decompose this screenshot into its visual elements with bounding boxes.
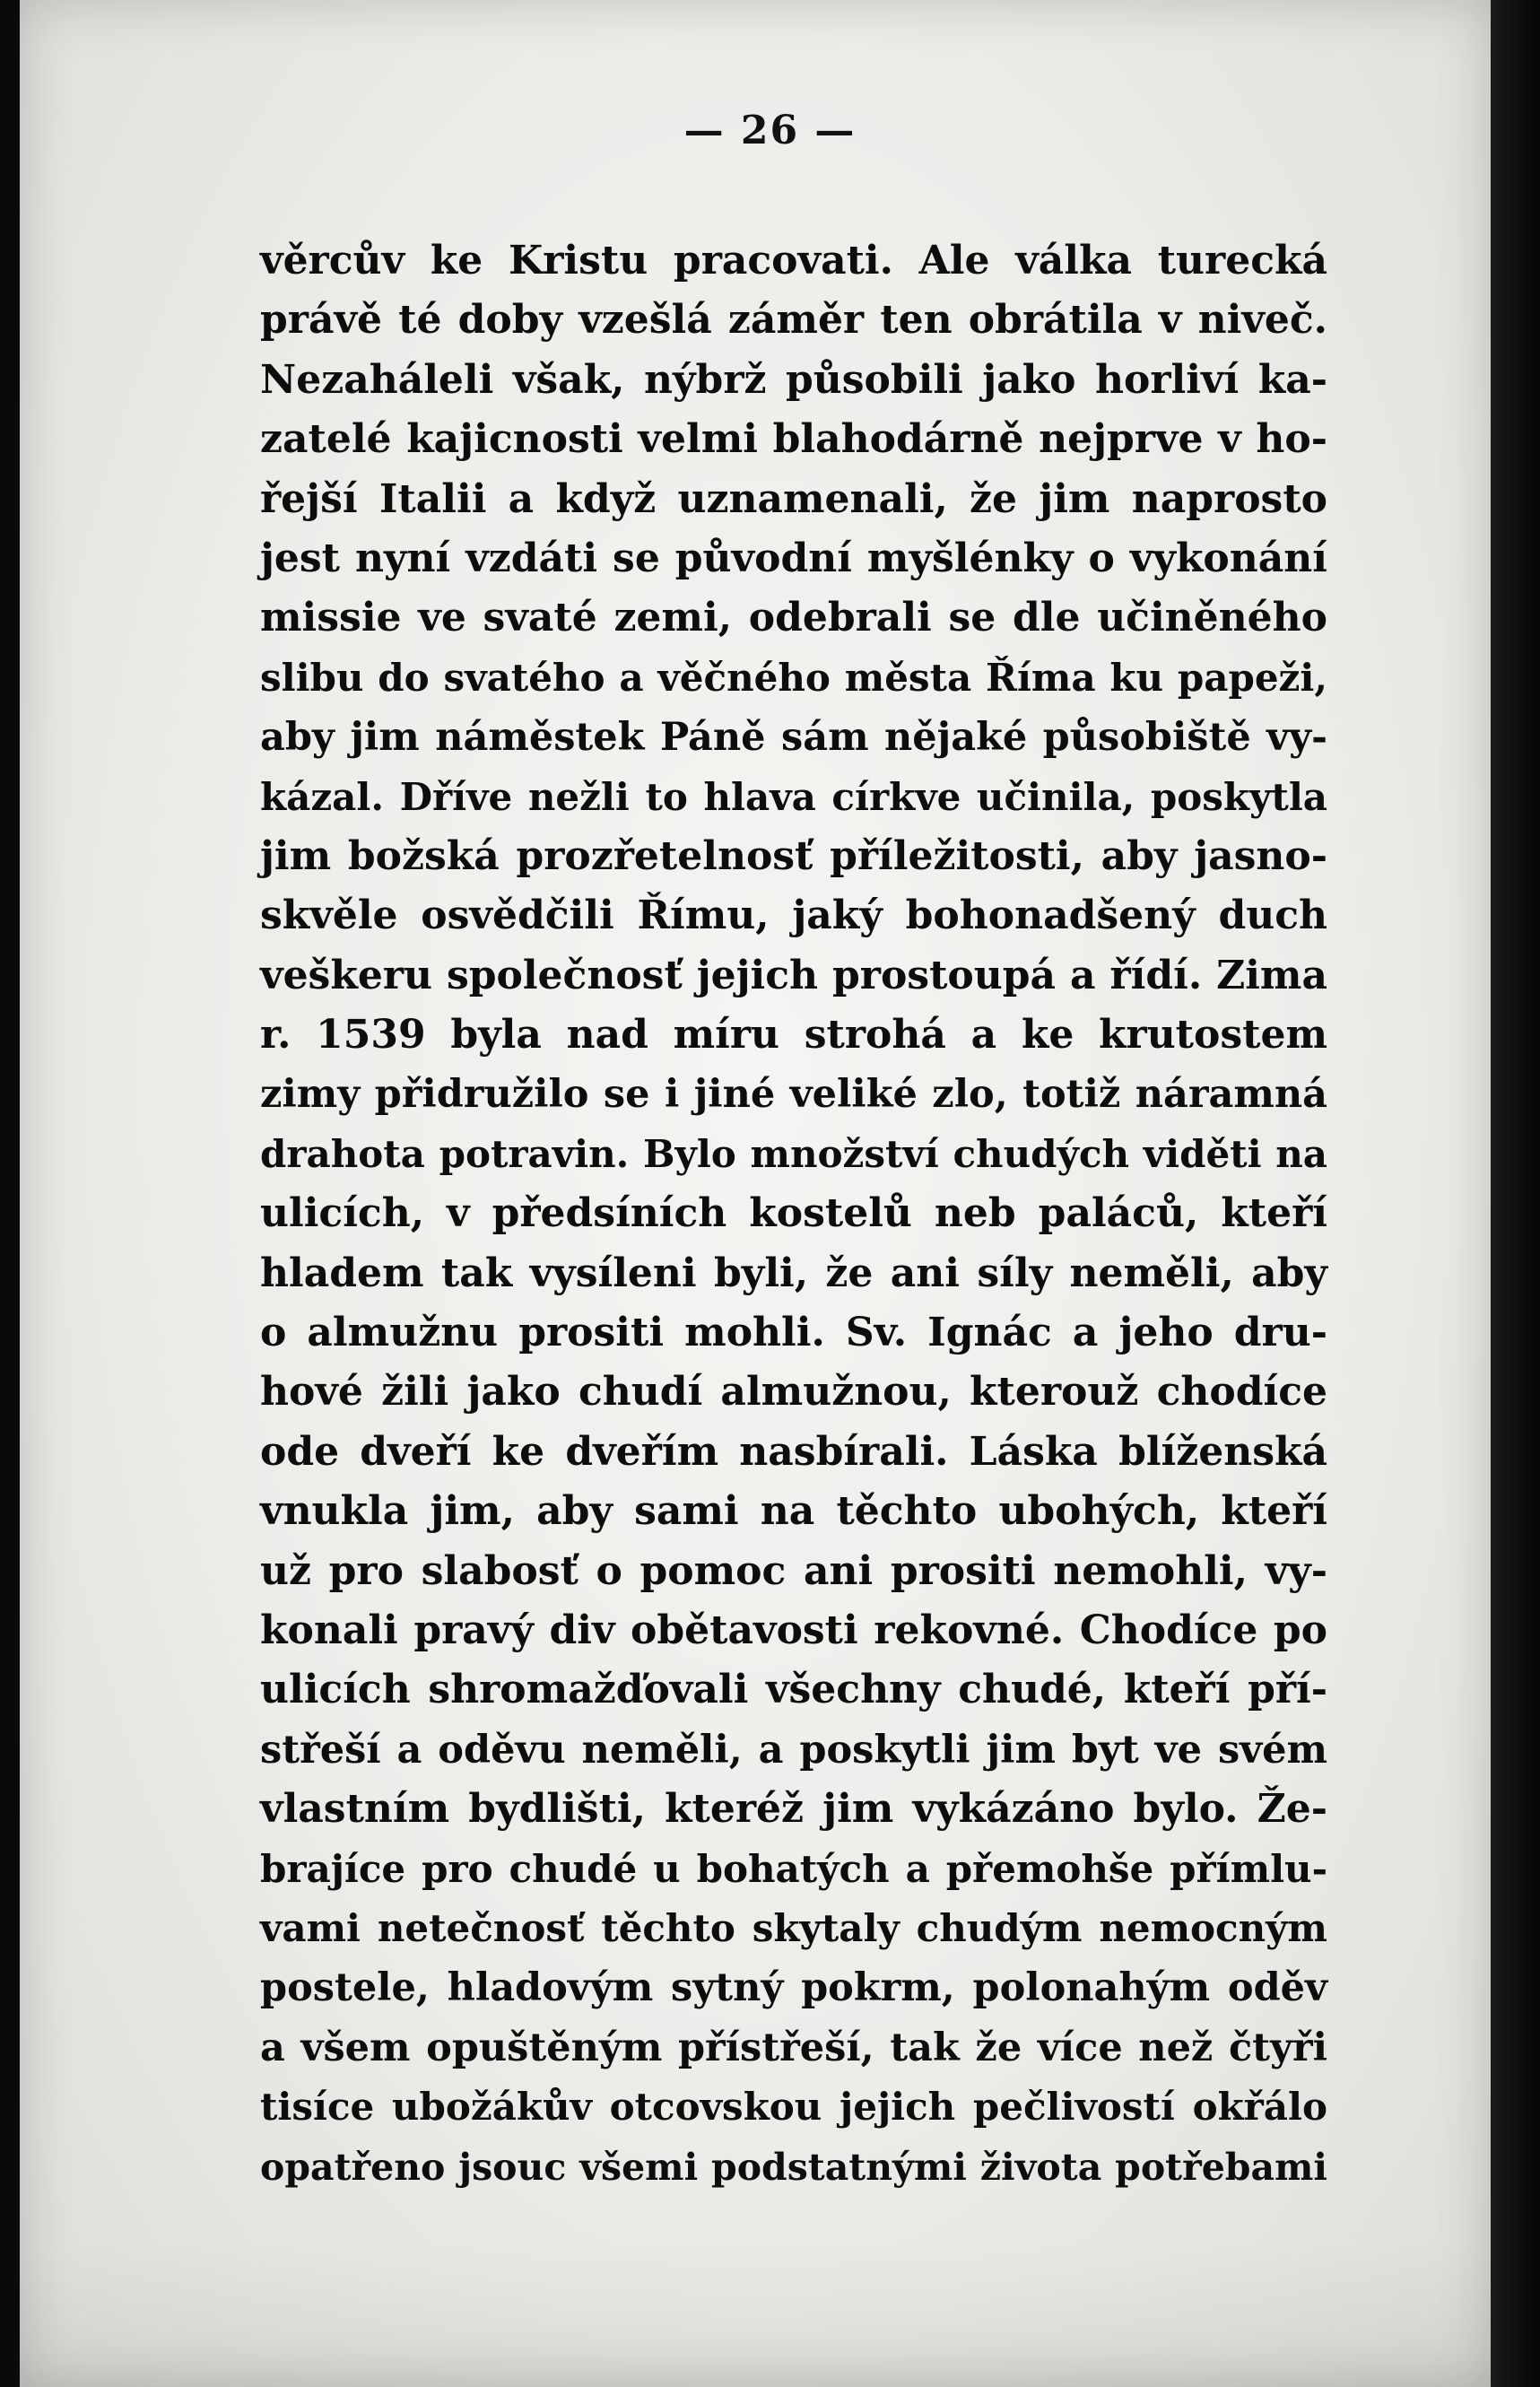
page-number: — 26 —: [683, 108, 857, 153]
text-line: a všem opuštěným přístřeší, tak že více než čtyři: [260, 2025, 1327, 2070]
text-line: kázal. Dříve nežli to hlava církve učinila, poskytla: [260, 774, 1327, 819]
text-line: hladem tak vysíleni byli, že ani síly neměli, aby: [260, 1250, 1327, 1296]
text-line: r. 1539 byla nad míru strohá a ke krutostem: [260, 1012, 1327, 1058]
scan-edge: [1491, 0, 1540, 2387]
text-line: tisíce ubožákův otcovskou jejich pečlivostí okřálo: [260, 2085, 1327, 2130]
text-line: brajíce pro chudé u bohatých a přemohše přímlu-: [260, 1846, 1327, 1891]
body-text: [260, 231, 1327, 2197]
text-line: missie ve svaté zemi, odebrali se dle učiněného: [260, 595, 1327, 641]
text-line: Nezaháleli však, nýbrž působili jako horliví ka-: [260, 356, 1327, 403]
text-line: jest nyní vzdáti se původní myšlénky o vykonání: [260, 535, 1327, 581]
text-line: zimy přidružilo se i jiné veliké zlo, totiž náramná: [260, 1072, 1327, 1118]
text-line: konali pravý div obětavosti rekovné. Chodíce po: [260, 1607, 1327, 1653]
text-line: vami netečnosť těchto skytaly chudým nemocným: [260, 1905, 1327, 1950]
text-line: už pro slabosť o pomoc ani prositi nemohli, vy-: [260, 1547, 1327, 1594]
text-line: skvěle osvědčili Římu, jaký bohonadšený duch: [260, 893, 1327, 939]
page-shade: [20, 2243, 1491, 2387]
text-line: hové žili jako chudí almužnou, kterouž chodíce: [260, 1369, 1327, 1416]
text-line: aby jim náměstek Páně sám nějaké působiště vy-: [260, 715, 1327, 761]
text-line: o almužnu prositi mohli. Sv. Ignác a jeho dru-: [260, 1310, 1327, 1356]
text-line: ulicích shromažďovali všechny chudé, kteří pří-: [260, 1667, 1327, 1713]
text-line: opatřeno jsouc všemi podstatnými života potřebami: [260, 2145, 1327, 2189]
text-line: střeší a oděvu neměli, a poskytli jim byt ve svém: [260, 1727, 1327, 1773]
text-line: ulicích, v předsíních kostelů neb paláců, kteří: [260, 1190, 1327, 1237]
text-line: vlastním bydlišti, kteréž jim vykázáno bylo. Že-: [260, 1786, 1327, 1833]
text-line: veškeru společnosť jejich prostoupá a řídí. Zima: [260, 952, 1327, 998]
text-line: vnukla jim, aby sami na těchto ubohých, kteří: [260, 1488, 1327, 1535]
text-line: ode dveří ke dveřím nasbírali. Láska blíženská: [260, 1428, 1327, 1475]
text-line: drahota potravin. Bylo množství chudých viděti na: [260, 1131, 1327, 1176]
text-line: zatelé kajicnosti velmi blahodárně nejprve v ho-: [260, 416, 1327, 463]
text-line: jim božská prozřetelnosť příležitosti, aby jasno-: [260, 832, 1327, 879]
text-line: věrcův ke Kristu pracovati. Ale válka turecká: [260, 238, 1327, 283]
text-line: slibu do svatého a věčného města Říma ku papeži,: [260, 655, 1327, 700]
text-line: řejší Italii a když uznamenali, že jim naprosto: [260, 475, 1327, 522]
text-line: právě té doby vzešlá záměr ten obrátila v niveč.: [260, 297, 1327, 344]
text-line: postele, hladovým sytný pokrm, polonahým oděv: [260, 1965, 1327, 2011]
